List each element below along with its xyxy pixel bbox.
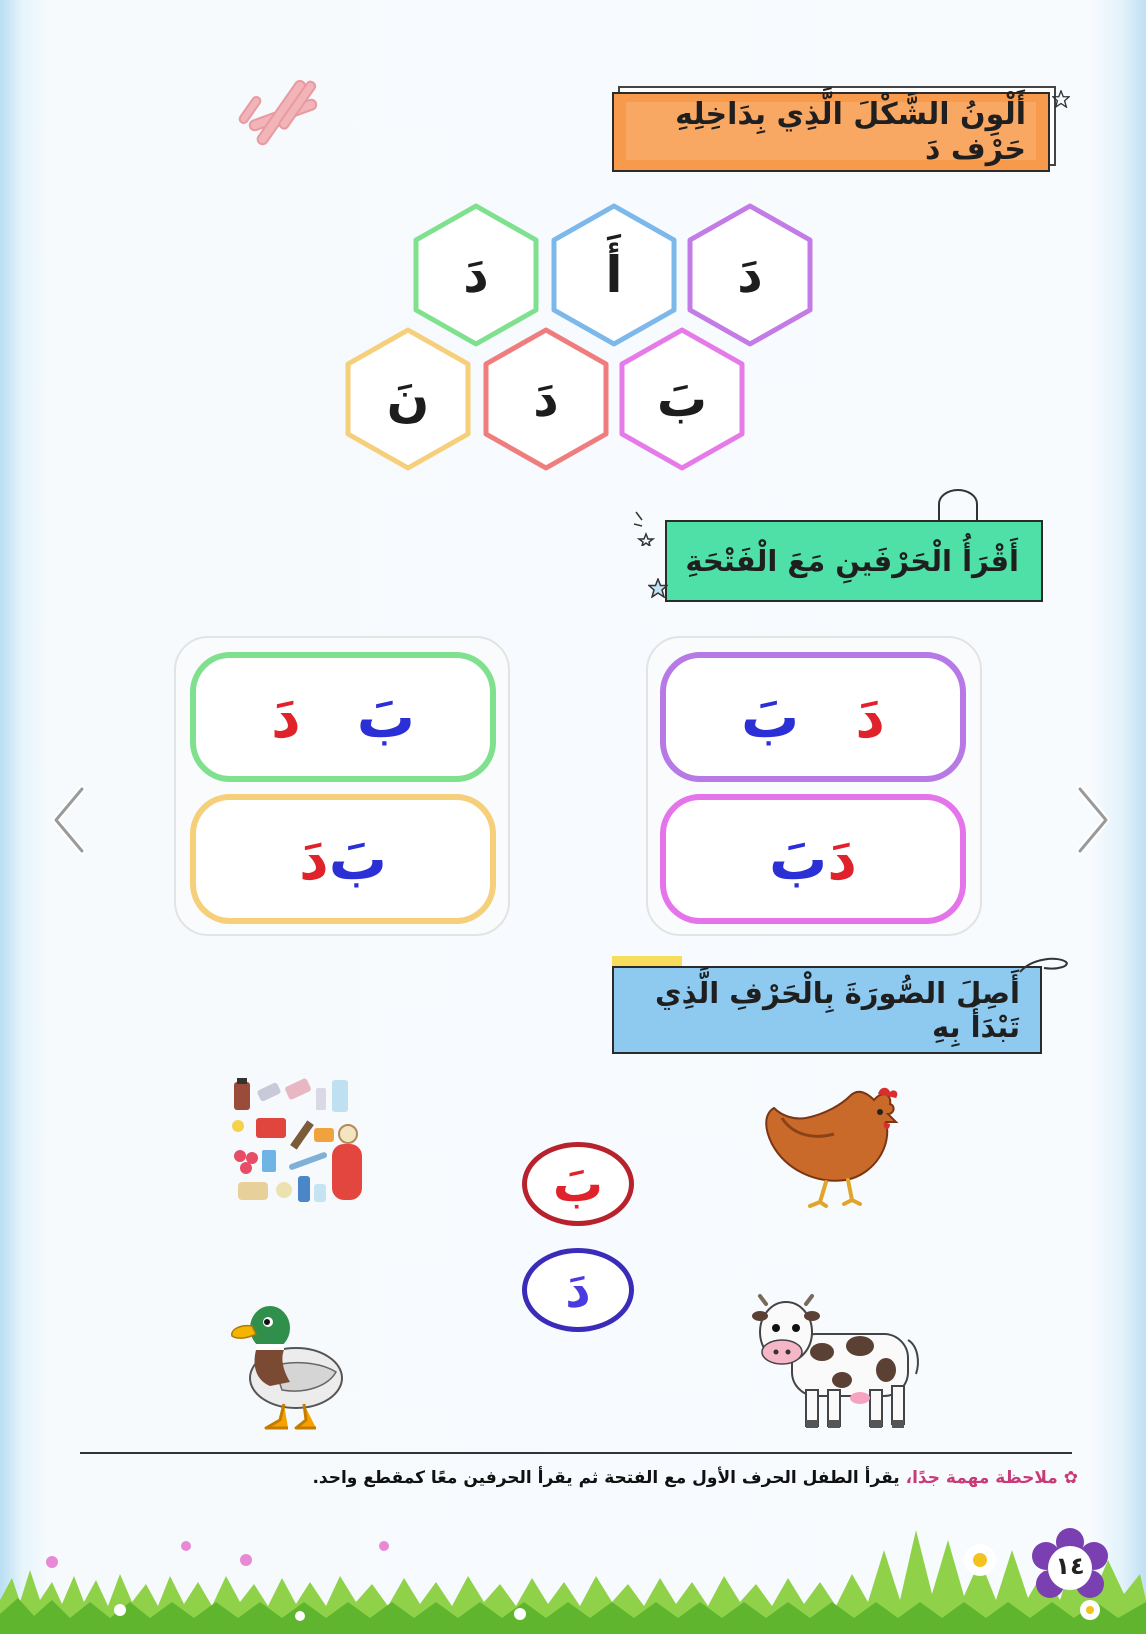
letter-ba: بَ	[768, 825, 828, 893]
match-letter-ba[interactable]	[522, 1142, 634, 1226]
medicine-items-image[interactable]	[228, 1076, 372, 1212]
read-instruction-title: أَقْرَأُ الْحَرْفَينِ مَعَ الْفَتْحَةِ	[685, 544, 1019, 578]
next-page-chevron-icon[interactable]	[1072, 785, 1112, 855]
match-instruction-banner	[612, 966, 1042, 1054]
footer-divider	[80, 1452, 1072, 1454]
clip-icon	[935, 488, 981, 524]
match-letter-dal[interactable]	[522, 1248, 634, 1332]
match-instruction-title: أَصِلَ الصُّورَةَ بِالْحَرْفِ الَّذِي تَبْدَأُ بِهِ	[655, 976, 1020, 1044]
hexagon-letter: دَ	[533, 370, 559, 428]
joined-syllable-box	[660, 794, 966, 924]
star-icon	[648, 578, 668, 598]
separate-letters-box	[660, 652, 966, 782]
note-text: يقرأ الطفل الحرف الأول مع الفتحة ثم يقرأ الحرفين معًا كمقطع واحد.	[312, 1468, 906, 1488]
match-letter-text: بَ	[552, 1155, 604, 1213]
match-letter-text: دَ	[565, 1261, 591, 1319]
hexagon-bottom-middle[interactable]	[482, 326, 610, 472]
color-instruction-banner	[612, 92, 1050, 172]
letter-ba: بَ	[356, 683, 416, 751]
letter-ba: بَ	[328, 825, 388, 893]
hexagon-letter: دَ	[463, 246, 489, 304]
teacher-note	[78, 1468, 1078, 1488]
letter-dal: دَ	[827, 825, 858, 893]
letter-dal: دَ	[298, 825, 329, 893]
hexagon-letter: دَ	[737, 246, 763, 304]
hexagon-letter: نَ	[386, 370, 430, 428]
letter-dal: دَ	[855, 683, 886, 751]
letter-ba: بَ	[740, 683, 800, 751]
hen-image[interactable]	[762, 1078, 902, 1208]
swirl-icon	[1018, 954, 1070, 984]
note-label: ملاحظة مهمة جدًا،	[905, 1468, 1058, 1488]
read-instruction-banner	[665, 520, 1043, 602]
previous-page-chevron-icon[interactable]	[50, 785, 90, 855]
sparkle-icon	[632, 506, 662, 546]
separate-letters-box	[190, 652, 496, 782]
letter-dal: دَ	[270, 683, 301, 751]
hexagon-letter: أَ	[605, 246, 623, 304]
page-number: ١٤	[1055, 1552, 1085, 1580]
reading-card-left	[174, 636, 510, 936]
reading-card-right	[646, 636, 982, 936]
hexagon-bottom-left[interactable]	[344, 326, 472, 472]
joined-syllable-box	[190, 794, 496, 924]
hexagon-letter: بَ	[656, 370, 708, 428]
flower-bullet-icon: ✿	[1057, 1468, 1078, 1488]
airplane-icon	[238, 70, 338, 160]
star-icon	[1052, 90, 1070, 108]
grass-decoration	[0, 1490, 1146, 1634]
cow-image[interactable]	[752, 1290, 924, 1434]
color-instruction-title: أَلْوِنُ الشَّكْلَ الَّذِي بِدَاخِلِهِ حَرْف دَ	[675, 97, 1026, 167]
hexagon-bottom-right[interactable]	[618, 326, 746, 472]
duck-image[interactable]	[230, 1296, 350, 1432]
